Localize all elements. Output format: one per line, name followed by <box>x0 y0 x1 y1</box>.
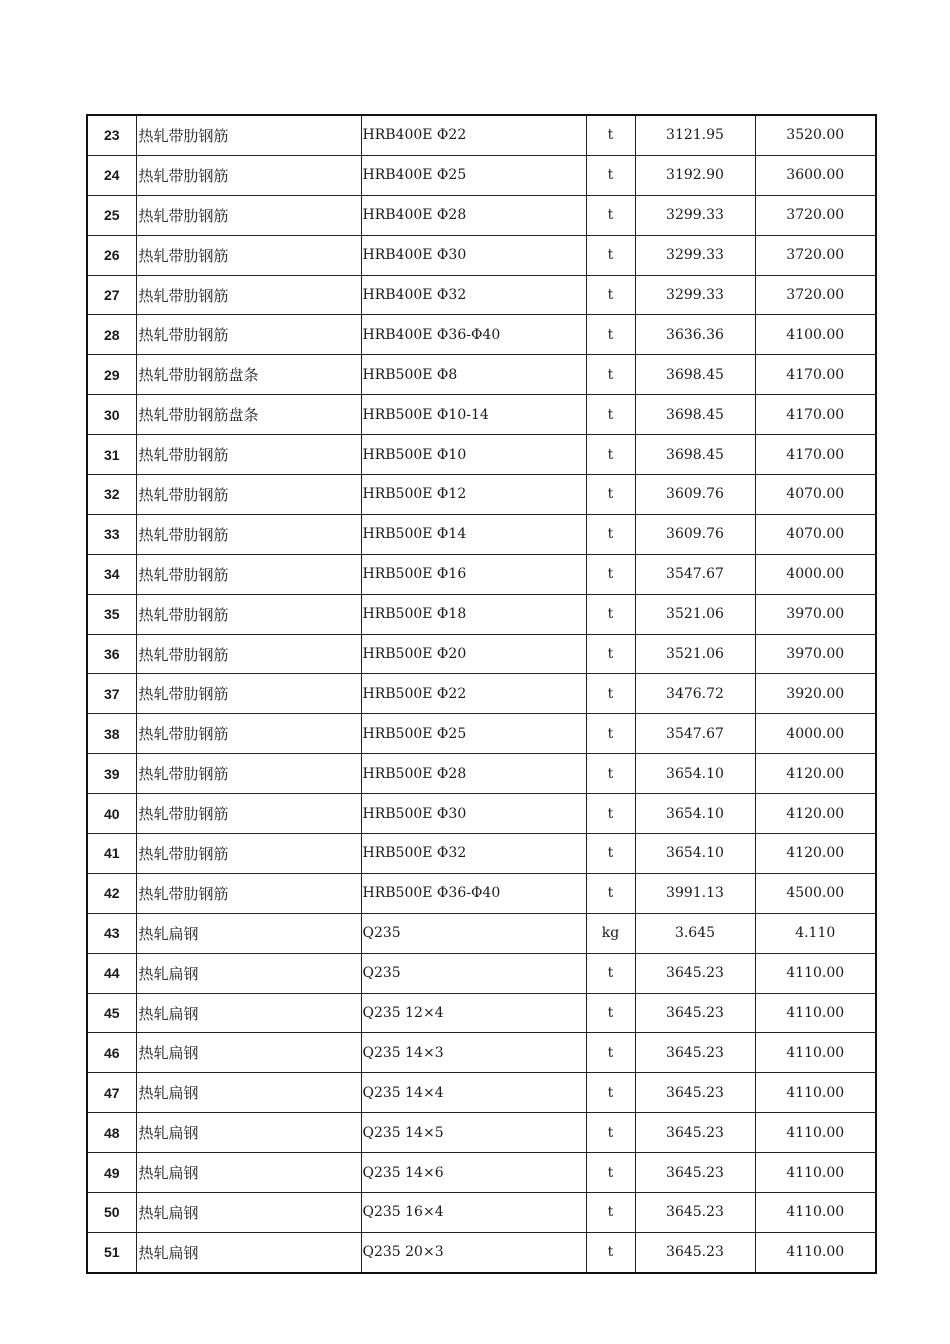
material-spec: HRB500E Φ10 <box>361 435 586 475</box>
row-number: 43 <box>87 913 136 953</box>
table-row <box>87 435 876 475</box>
row-number: 48 <box>87 1113 136 1153</box>
price-incl-tax: 4170.00 <box>755 355 876 395</box>
row-number: 29 <box>87 355 136 395</box>
price-excl-tax: 3698.45 <box>635 355 755 395</box>
material-name: 热轧带肋钢筋 <box>136 834 361 874</box>
price-excl-tax: 3645.23 <box>635 993 755 1033</box>
table-row <box>87 355 876 395</box>
material-spec: HRB500E Φ22 <box>361 674 586 714</box>
price-incl-tax: 4110.00 <box>755 993 876 1033</box>
material-spec: HRB400E Φ30 <box>361 235 586 275</box>
row-number: 32 <box>87 475 136 515</box>
material-name: 热轧扁钢 <box>136 993 361 1033</box>
unit-cell: t <box>586 475 635 515</box>
price-excl-tax: 3654.10 <box>635 834 755 874</box>
material-spec: HRB500E Φ25 <box>361 714 586 754</box>
unit-cell: t <box>586 1193 635 1233</box>
price-incl-tax: 4500.00 <box>755 873 876 913</box>
table-row <box>87 395 876 435</box>
row-number: 44 <box>87 953 136 993</box>
row-number: 28 <box>87 315 136 355</box>
table-row <box>87 834 876 874</box>
price-excl-tax: 3991.13 <box>635 873 755 913</box>
material-spec: Q235 <box>361 913 586 953</box>
row-number: 25 <box>87 195 136 235</box>
table-row <box>87 1073 876 1113</box>
row-number: 35 <box>87 594 136 634</box>
table-row <box>87 873 876 913</box>
unit-cell: t <box>586 235 635 275</box>
unit-cell: t <box>586 275 635 315</box>
row-number: 50 <box>87 1193 136 1233</box>
material-spec: HRB400E Φ22 <box>361 115 586 155</box>
table-row <box>87 754 876 794</box>
unit-cell: t <box>586 674 635 714</box>
price-excl-tax: 3636.36 <box>635 315 755 355</box>
unit-cell: t <box>586 1113 635 1153</box>
table-row <box>87 275 876 315</box>
material-spec: Q235 <box>361 953 586 993</box>
material-spec: HRB400E Φ32 <box>361 275 586 315</box>
price-incl-tax: 3720.00 <box>755 275 876 315</box>
row-number: 24 <box>87 155 136 195</box>
material-spec: Q235 20×3 <box>361 1232 586 1272</box>
row-number: 49 <box>87 1153 136 1193</box>
row-number: 38 <box>87 714 136 754</box>
material-name: 热轧带肋钢筋 <box>136 554 361 594</box>
price-excl-tax: 3645.23 <box>635 953 755 993</box>
material-spec: HRB500E Φ18 <box>361 594 586 634</box>
material-name: 热轧带肋钢筋盘条 <box>136 395 361 435</box>
material-name: 热轧带肋钢筋 <box>136 514 361 554</box>
price-incl-tax: 3600.00 <box>755 155 876 195</box>
price-excl-tax: 3299.33 <box>635 195 755 235</box>
unit-cell: t <box>586 634 635 674</box>
price-excl-tax: 3121.95 <box>635 115 755 155</box>
material-spec: HRB500E Φ8 <box>361 355 586 395</box>
price-incl-tax: 3920.00 <box>755 674 876 714</box>
price-incl-tax: 4120.00 <box>755 754 876 794</box>
price-excl-tax: 3521.06 <box>635 634 755 674</box>
table-row <box>87 714 876 754</box>
price-incl-tax: 4110.00 <box>755 1073 876 1113</box>
price-incl-tax: 3720.00 <box>755 195 876 235</box>
price-incl-tax: 3720.00 <box>755 235 876 275</box>
material-name: 热轧扁钢 <box>136 913 361 953</box>
price-excl-tax: 3654.10 <box>635 794 755 834</box>
table-row <box>87 1033 876 1073</box>
row-number: 51 <box>87 1232 136 1272</box>
unit-cell: t <box>586 1232 635 1272</box>
price-incl-tax: 4.110 <box>755 913 876 953</box>
row-number: 36 <box>87 634 136 674</box>
unit-cell: t <box>586 754 635 794</box>
material-spec: HRB400E Φ25 <box>361 155 586 195</box>
row-number: 37 <box>87 674 136 714</box>
price-table <box>86 114 877 1274</box>
unit-cell: t <box>586 834 635 874</box>
unit-cell: t <box>586 794 635 834</box>
unit-cell: t <box>586 953 635 993</box>
price-excl-tax: 3609.76 <box>635 514 755 554</box>
material-spec: Q235 14×4 <box>361 1073 586 1113</box>
price-table-body <box>87 115 876 1273</box>
table-row <box>87 1113 876 1153</box>
unit-cell: t <box>586 514 635 554</box>
table-row <box>87 1193 876 1233</box>
unit-cell: t <box>586 714 635 754</box>
material-spec: Q235 12×4 <box>361 993 586 1033</box>
price-excl-tax: 3547.67 <box>635 714 755 754</box>
price-excl-tax: 3299.33 <box>635 275 755 315</box>
price-incl-tax: 4110.00 <box>755 1232 876 1272</box>
price-incl-tax: 4120.00 <box>755 794 876 834</box>
material-name: 热轧带肋钢筋 <box>136 594 361 634</box>
price-excl-tax: 3645.23 <box>635 1073 755 1113</box>
material-spec: HRB500E Φ20 <box>361 634 586 674</box>
price-incl-tax: 3520.00 <box>755 115 876 155</box>
unit-cell: t <box>586 1073 635 1113</box>
row-number: 34 <box>87 554 136 594</box>
unit-cell: t <box>586 155 635 195</box>
table-row <box>87 475 876 515</box>
price-excl-tax: 3.645 <box>635 913 755 953</box>
price-excl-tax: 3645.23 <box>635 1033 755 1073</box>
unit-cell: t <box>586 1033 635 1073</box>
material-name: 热轧带肋钢筋 <box>136 475 361 515</box>
table-row <box>87 993 876 1033</box>
material-spec: HRB500E Φ10-14 <box>361 395 586 435</box>
table-row <box>87 115 876 155</box>
unit-cell: t <box>586 195 635 235</box>
material-spec: HRB500E Φ30 <box>361 794 586 834</box>
material-name: 热轧带肋钢筋 <box>136 115 361 155</box>
unit-cell: t <box>586 554 635 594</box>
price-incl-tax: 4000.00 <box>755 714 876 754</box>
price-excl-tax: 3521.06 <box>635 594 755 634</box>
material-name: 热轧扁钢 <box>136 1033 361 1073</box>
row-number: 26 <box>87 235 136 275</box>
table-row <box>87 794 876 834</box>
table-row <box>87 155 876 195</box>
material-spec: Q235 14×5 <box>361 1113 586 1153</box>
row-number: 46 <box>87 1033 136 1073</box>
material-spec: HRB500E Φ16 <box>361 554 586 594</box>
unit-cell: t <box>586 873 635 913</box>
price-excl-tax: 3645.23 <box>635 1232 755 1272</box>
material-name: 热轧扁钢 <box>136 1113 361 1153</box>
material-spec: HRB500E Φ14 <box>361 514 586 554</box>
row-number: 23 <box>87 115 136 155</box>
price-incl-tax: 4110.00 <box>755 1153 876 1193</box>
row-number: 42 <box>87 873 136 913</box>
table-row <box>87 1232 876 1272</box>
price-excl-tax: 3192.90 <box>635 155 755 195</box>
row-number: 40 <box>87 794 136 834</box>
price-excl-tax: 3645.23 <box>635 1153 755 1193</box>
material-name: 热轧扁钢 <box>136 1232 361 1272</box>
table-row <box>87 315 876 355</box>
unit-cell: kg <box>586 913 635 953</box>
material-spec: HRB500E Φ12 <box>361 475 586 515</box>
price-excl-tax: 3645.23 <box>635 1193 755 1233</box>
material-spec: Q235 16×4 <box>361 1193 586 1233</box>
price-excl-tax: 3299.33 <box>635 235 755 275</box>
row-number: 27 <box>87 275 136 315</box>
material-spec: HRB500E Φ32 <box>361 834 586 874</box>
row-number: 41 <box>87 834 136 874</box>
material-name: 热轧带肋钢筋盘条 <box>136 355 361 395</box>
material-name: 热轧带肋钢筋 <box>136 634 361 674</box>
material-name: 热轧带肋钢筋 <box>136 714 361 754</box>
price-incl-tax: 4170.00 <box>755 435 876 475</box>
material-name: 热轧带肋钢筋 <box>136 435 361 475</box>
price-excl-tax: 3654.10 <box>635 754 755 794</box>
price-incl-tax: 4120.00 <box>755 834 876 874</box>
unit-cell: t <box>586 594 635 634</box>
material-name: 热轧带肋钢筋 <box>136 674 361 714</box>
row-number: 31 <box>87 435 136 475</box>
unit-cell: t <box>586 395 635 435</box>
price-incl-tax: 4070.00 <box>755 475 876 515</box>
price-incl-tax: 4110.00 <box>755 1033 876 1073</box>
row-number: 30 <box>87 395 136 435</box>
price-incl-tax: 4100.00 <box>755 315 876 355</box>
material-name: 热轧带肋钢筋 <box>136 155 361 195</box>
material-name: 热轧带肋钢筋 <box>136 195 361 235</box>
table-row <box>87 953 876 993</box>
price-excl-tax: 3645.23 <box>635 1113 755 1153</box>
unit-cell: t <box>586 315 635 355</box>
row-number: 33 <box>87 514 136 554</box>
price-incl-tax: 4170.00 <box>755 395 876 435</box>
price-incl-tax: 3970.00 <box>755 634 876 674</box>
table-row <box>87 235 876 275</box>
material-spec: Q235 14×6 <box>361 1153 586 1193</box>
material-spec: Q235 14×3 <box>361 1033 586 1073</box>
material-name: 热轧带肋钢筋 <box>136 873 361 913</box>
material-name: 热轧带肋钢筋 <box>136 235 361 275</box>
table-row <box>87 554 876 594</box>
price-incl-tax: 4070.00 <box>755 514 876 554</box>
price-excl-tax: 3698.45 <box>635 435 755 475</box>
material-name: 热轧扁钢 <box>136 1193 361 1233</box>
price-incl-tax: 4110.00 <box>755 1113 876 1153</box>
table-row <box>87 1153 876 1193</box>
material-name: 热轧带肋钢筋 <box>136 794 361 834</box>
material-spec: HRB400E Φ28 <box>361 195 586 235</box>
material-spec: HRB400E Φ36-Φ40 <box>361 315 586 355</box>
price-incl-tax: 3970.00 <box>755 594 876 634</box>
table-row <box>87 195 876 235</box>
price-excl-tax: 3698.45 <box>635 395 755 435</box>
row-number: 39 <box>87 754 136 794</box>
price-incl-tax: 4110.00 <box>755 953 876 993</box>
table-row <box>87 674 876 714</box>
table-row <box>87 514 876 554</box>
unit-cell: t <box>586 993 635 1033</box>
material-spec: HRB500E Φ36-Φ40 <box>361 873 586 913</box>
unit-cell: t <box>586 115 635 155</box>
material-name: 热轧带肋钢筋 <box>136 315 361 355</box>
material-spec: HRB500E Φ28 <box>361 754 586 794</box>
price-excl-tax: 3476.72 <box>635 674 755 714</box>
table-row <box>87 594 876 634</box>
material-name: 热轧带肋钢筋 <box>136 275 361 315</box>
price-incl-tax: 4000.00 <box>755 554 876 594</box>
unit-cell: t <box>586 1153 635 1193</box>
material-name: 热轧扁钢 <box>136 1073 361 1113</box>
price-incl-tax: 4110.00 <box>755 1193 876 1233</box>
row-number: 47 <box>87 1073 136 1113</box>
material-name: 热轧扁钢 <box>136 953 361 993</box>
unit-cell: t <box>586 355 635 395</box>
table-row <box>87 634 876 674</box>
price-excl-tax: 3609.76 <box>635 475 755 515</box>
unit-cell: t <box>586 435 635 475</box>
material-name: 热轧扁钢 <box>136 1153 361 1193</box>
row-number: 45 <box>87 993 136 1033</box>
table-row <box>87 913 876 953</box>
material-name: 热轧带肋钢筋 <box>136 754 361 794</box>
price-excl-tax: 3547.67 <box>635 554 755 594</box>
